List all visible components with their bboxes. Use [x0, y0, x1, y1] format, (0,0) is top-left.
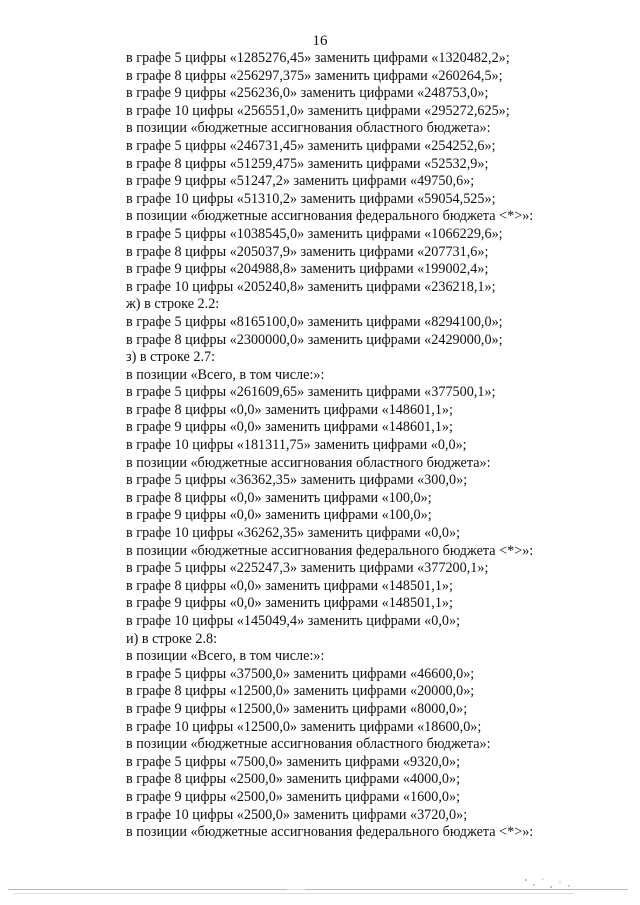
text-line: в графе 5 цифры «225247,3» заменить цифрами «377200,1»;: [126, 560, 489, 577]
text-line: в графе 8 цифры «51259,475» заменить цифрами «52532,9»;: [126, 155, 489, 172]
page-number: 16: [312, 33, 328, 49]
text-line: в графе 8 цифры «205037,9» заменить цифрами «207731,6»;: [126, 243, 489, 260]
text-line: в графе 8 цифры «2500,0» заменить цифрами «4000,0»;: [126, 771, 461, 788]
text-line: в позиции «бюджетные ассигнования областного бюджета»:: [126, 736, 491, 753]
text-line: в позиции «Всего, в том числе:»:: [126, 366, 325, 383]
text-line: в графе 5 цифры «1038545,0» заменить цифрами «1066229,6»;: [126, 225, 503, 242]
text-line: в графе 8 цифры «12500,0» заменить цифрами «20000,0»;: [126, 683, 475, 700]
text-line: в графе 10 цифры «145049,4» заменить цифрами «0,0»;: [126, 613, 461, 629]
text-line: в позиции «бюджетные ассигнования федерального бюджета <*>»:: [126, 542, 534, 559]
text-line: в графе 5 цифры «7500,0» заменить цифрами «9320,0»;: [126, 753, 461, 770]
section-heading: и) в строке 2.8:: [126, 630, 218, 647]
text-line: в графе 10 цифры «2500,0» заменить цифрами «3720,0»;: [126, 806, 468, 823]
text-line: в графе 10 цифры «12500,0» заменить цифрами «18600,0»;: [126, 718, 482, 735]
text-line: в графе 8 цифры «256297,375» заменить цифрами «260264,5»;: [126, 67, 503, 84]
text-line: в графе 5 цифры «36362,35» заменить цифрами «300,0»;: [126, 472, 468, 489]
text-line: в графе 10 цифры «205240,8» заменить цифрами «236218,1»;: [126, 278, 496, 295]
text-line: в позиции «Всего, в том числе:»:: [126, 648, 325, 665]
text-line: в графе 9 цифры «256236,0» заменить цифрами «248753,0»;: [126, 85, 489, 102]
text-line: в позиции «бюджетные ассигнования областного бюджета»:: [126, 120, 491, 137]
text-line: в графе 5 цифры «37500,0» заменить цифрами «46600,0»;: [126, 665, 475, 682]
text-line: в графе 10 цифры «181311,75» заменить цифрами «0,0»;: [126, 437, 467, 454]
text-line: в позиции «бюджетные ассигнования федерального бюджета <*>»:: [126, 208, 534, 225]
text-line: в графе 9 цифры «0,0» заменить цифрами «100,0»;: [126, 507, 432, 524]
text-line: в графе 9 цифры «0,0» заменить цифрами «148601,1»;: [126, 419, 453, 436]
text-line: в графе 10 цифры «256551,0» заменить цифрами «295272,625»;: [126, 102, 510, 119]
document-body: [126, 50, 626, 842]
text-line: в графе 9 цифры «204988,8» заменить цифрами «199002,4»;: [126, 261, 489, 278]
text-line: в графе 8 цифры «2300000,0» заменить цифрами «2429000,0»;: [126, 331, 503, 348]
scan-specks: [520, 876, 580, 890]
text-line: в графе 10 цифры «51310,2» заменить цифрами «59054,525»;: [126, 190, 496, 207]
text-line: в графе 5 цифры «246731,45» заменить цифрами «254252,6»;: [126, 137, 496, 154]
text-line: в графе 8 цифры «0,0» заменить цифрами «100,0»;: [126, 489, 432, 506]
text-line: в позиции «бюджетные ассигнования федерального бюджета <*>»:: [126, 824, 534, 841]
scan-edge-line: [14, 893, 574, 894]
section-heading: з) в строке 2.7:: [126, 349, 216, 366]
text-line: в графе 9 цифры «12500,0» заменить цифрами «8000,0»;: [126, 700, 468, 717]
section-heading: ж) в строке 2.2:: [126, 296, 220, 313]
text-line: в позиции «бюджетные ассигнования областного бюджета»:: [126, 454, 491, 471]
text-line: в графе 8 цифры «0,0» заменить цифрами «148501,1»;: [126, 577, 453, 594]
text-line: в графе 9 цифры «51247,2» заменить цифрами «49750,6»;: [126, 173, 475, 190]
text-line: в графе 5 цифры «8165100,0» заменить цифрами «8294100,0»;: [126, 313, 503, 330]
text-line: в графе 5 цифры «1285276,45» заменить цифрами «1320482,2»;: [126, 50, 510, 66]
text-line: в графе 10 цифры «36262,35» заменить цифрами «0,0»;: [126, 525, 461, 542]
text-line: в графе 9 цифры «2500,0» заменить цифрами «1600,0»;: [126, 788, 461, 805]
text-line: в графе 5 цифры «261609,65» заменить цифрами «377500,1»;: [126, 384, 496, 401]
text-line: в графе 8 цифры «0,0» заменить цифрами «148601,1»;: [126, 401, 453, 418]
text-line: в графе 9 цифры «0,0» заменить цифрами «148501,1»;: [126, 595, 453, 612]
